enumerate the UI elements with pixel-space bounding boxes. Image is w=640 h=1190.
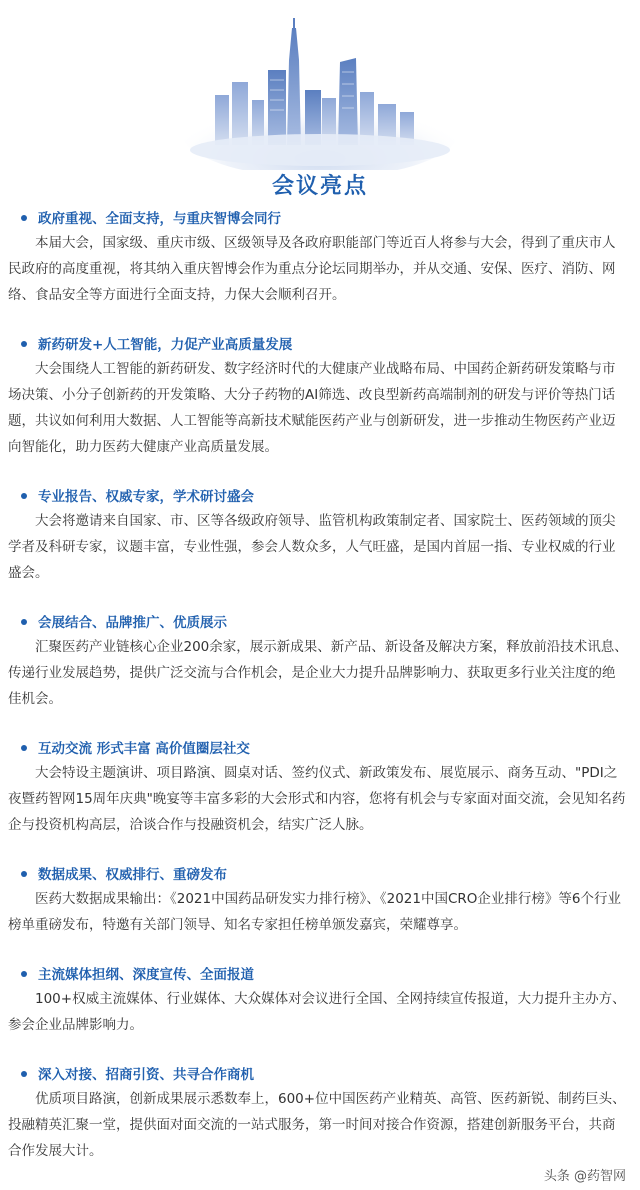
bullet-icon [21,493,27,499]
bullet-icon [21,871,27,877]
section-body: 大会将邀请来自国家、市、区等各级政府领导、监管机构政策制定者、国家院士、医药领域的顶尖学者及科研专家，议题丰富，专业性强，参会人数众多，人气旺盛，是国内首屈一指、专业权威的行业盛会。 [8,513,616,581]
section-heading [0,610,640,634]
highlight-section [0,610,640,712]
highlights-list [0,206,640,1188]
page-title: 会议亮点 [271,174,368,199]
section-heading-text: 新药研发+人工智能，力促产业高质量发展 [38,337,293,353]
section-heading-text: 政府重视、全面支持，与重庆智博会同行 [38,211,281,227]
section-heading [0,1062,640,1086]
section-heading [0,962,640,986]
bullet-icon [21,1071,27,1077]
bullet-icon [21,619,27,625]
highlight-section [0,962,640,1038]
section-heading-text: 主流媒体担纲、深度宣传、全面报道 [38,967,254,983]
bullet-icon [21,341,27,347]
section-body: 优质项目路演，创新成果展示悉数奉上，600+位中国医药产业精英、高管、医药新锐、制药巨头、投融精英汇聚一堂，提供面对面交流的一站式服务，第一时间对接合作资源，搭建创新服务平台，共商合作发展大计。 [8,1091,626,1159]
section-heading-text: 数据成果、权威排行、重磅发布 [38,867,227,883]
highlight-section [0,862,640,938]
section-heading [0,484,640,508]
section-heading-text: 深入对接、招商引资、共寻合作商机 [38,1067,254,1083]
section-body: 100+权威主流媒体、行业媒体、大众媒体对会议进行全国、全网持续宣传报道，大力提升主办方、参会企业品牌影响力。 [8,991,626,1033]
highlight-section [0,736,640,838]
section-body: 大会特设主题演讲、项目路演、圆桌对话、签约仪式、新政策发布、展览展示、商务互动、"PDI之夜暨药智网15周年庆典"晚宴等丰富多彩的大会形式和内容，您将有机会与专家面对面交流，会见知名药企与投资机构高层，洽谈合作与投融资机会，结实广泛人脉。 [8,765,626,833]
highlight-section [0,484,640,586]
bullet-icon [21,745,27,751]
section-body: 大会围绕人工智能的新药研发、数字经济时代的大健康产业战略布局、中国药企新药研发策略与市场决策、小分子创新药的开发策略、大分子药物的AI筛选、改良型新药高端制剂的研发与评价等热门话题，共议如何利用大数据、人工智能等高新技术赋能医药产业与创新研发，进一步推动生物医药产业迈向智能化，助力医药大健康产业高质量发展。 [8,361,616,455]
section-heading [0,736,640,760]
hero-illustration [0,0,640,170]
source-watermark: 头条 @药智网 [543,1169,626,1184]
highlight-section [0,206,640,308]
bullet-icon [21,215,27,221]
city-skyline-icon [0,0,640,170]
section-heading-text: 会展结合、品牌推广、优质展示 [38,615,227,631]
highlight-section [0,1062,640,1164]
section-body: 医药大数据成果输出：《2021中国药品研发实力排行榜》、《2021中国CRO企业排行榜》等6个行业榜单重磅发布，特邀有关部门领导、知名专家担任榜单颁发嘉宾，荣耀尊享。 [8,891,621,933]
section-heading-text: 专业报告、权威专家，学术研讨盛会 [38,489,254,505]
bullet-icon [21,971,27,977]
section-body: 本届大会，国家级、重庆市级、区级领导及各政府职能部门等近百人将参与大会，得到了重庆市人民政府的高度重视，将其纳入重庆智博会作为重点分论坛同期举办，并从交通、安保、医疗、消防、网络、食品安全等方面进行全面支持，力保大会顺利召开。 [8,235,616,303]
section-heading [0,862,640,886]
section-heading [0,206,640,230]
section-heading-text: 互动交流 形式丰富 高价值圈层社交 [38,741,250,757]
highlight-section [0,332,640,460]
section-body: 汇聚医药产业链核心企业200余家，展示新成果、新产品、新设备及解决方案，释放前沿技术讯息、传递行业发展趋势，提供广泛交流与合作机会，是企业大力提升品牌影响力、获取更多行业关注度的绝佳机会。 [8,639,628,707]
section-heading [0,332,640,356]
